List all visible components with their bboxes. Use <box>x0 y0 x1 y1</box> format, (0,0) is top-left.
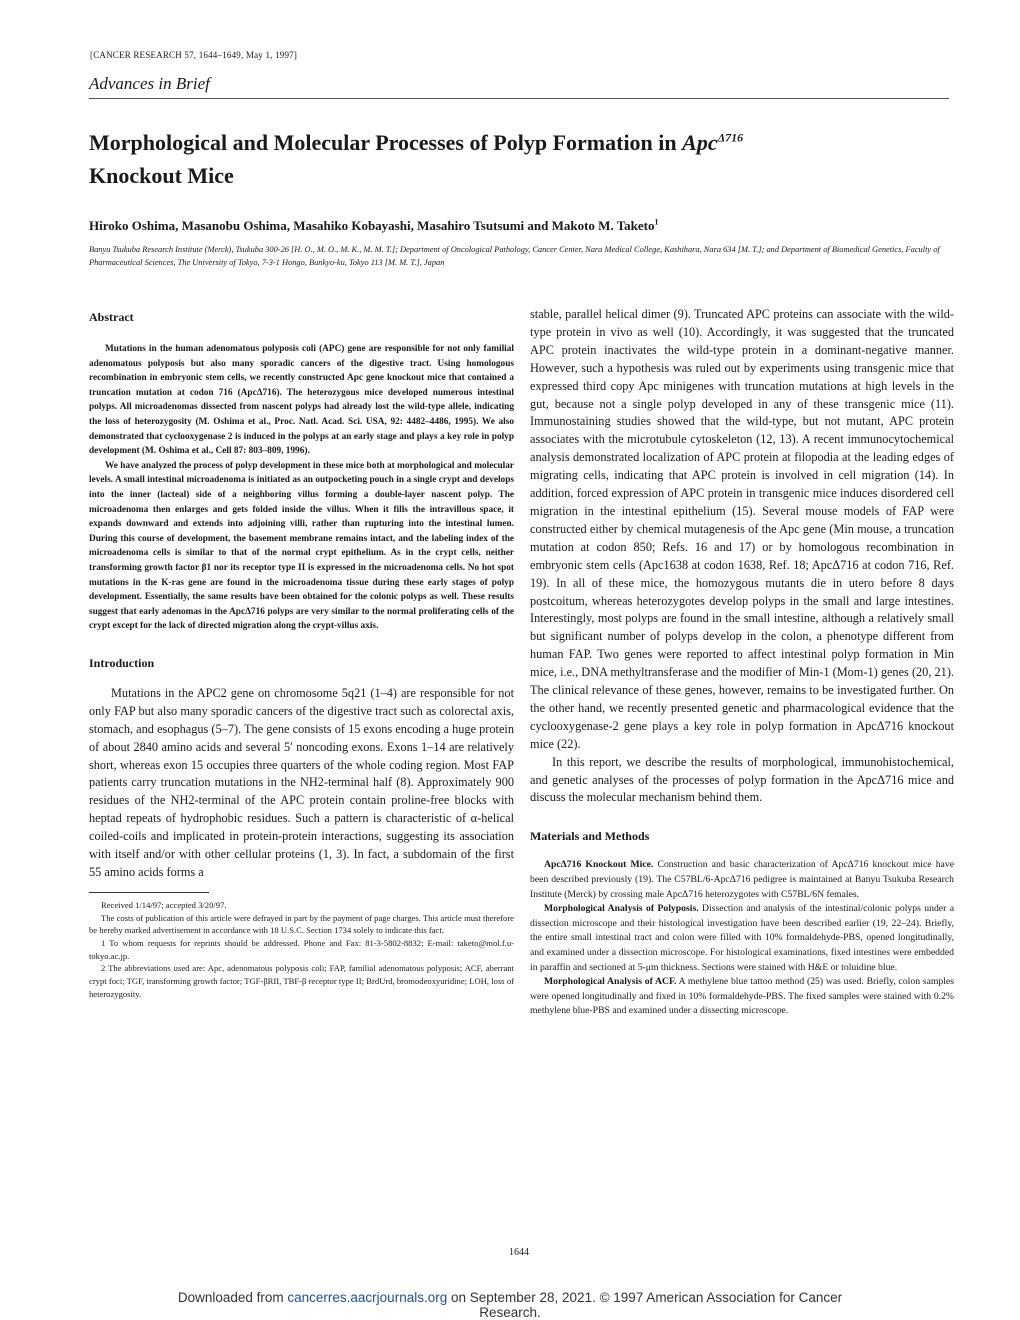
methods-p1-title: ApcΔ716 Knockout Mice. <box>544 859 654 871</box>
footnotes <box>89 899 514 1001</box>
methods-p3-text: A methylene blue tattoo method (25) was used. Briefly, colon samples were opened longitudinally and fixed in 10% formaldehyde-PBS. The fixed samples were stained with 0.2% methylene blue-PBS and examined under a dissecting microscope. <box>530 976 955 1017</box>
title-superscript: Δ716 <box>717 130 744 145</box>
intro-report-paragraph: In this report, we describe the results of morphological, immunohistochemical, and genetic analyses of the processes of polyp formation in the ApcΔ716 mice and discuss the molecular mechanism behind them. <box>530 754 954 805</box>
download-notice <box>0 1290 1020 1320</box>
methods-p1-text: Construction and basic characterization of ApcΔ716 knockout mice have been described previously (19). The C57BL/6-ApcΔ716 pedigree is maintained at Banyu Tsukuba Research Institute (Merck) by crossing male ApcΔ716 heterozygotes with C57BL/6N females. <box>530 859 954 900</box>
journal-link[interactable]: cancerres.aacrjournals.org <box>287 1290 448 1305</box>
authors-footnote-mark: 1 <box>654 217 659 227</box>
methods-p2-title: Morphological Analysis of Polyposis. <box>544 903 699 915</box>
introduction-paragraph-1: Mutations in the APC2 gene on chromosome 5q21 (1–4) are responsible for not only FAP but also many sporadic cancers of the digestive tract such as colorectal axis, stomach, and esophagus (5–7). The gene consists of 15 exons encoding a huge protein of about 2840 amino acids and several 5′ noncoding exons. Exons 1–14 are relatively short, whereas exon 15 occupies three quarters of the whole coding region. Most FAP patients carry truncation mutations in the NH2-terminal half (8). Approximately 900 residues of the NH2-terminal of the APC protein contain proline-free blocks with heptad repeats of hydrophobic residues. Such a pattern is characteristic of α-helical coiled-coils and implicated in protein-protein interactions, suggesting its association with itself and/or with other cellular proteins (1, 3). In fact, a subdomain of the first 55 amino acids forms a <box>89 685 514 879</box>
methods-paragraph-1 <box>530 858 954 902</box>
section-label: Advances in Brief <box>89 74 210 93</box>
footnote-costs: The costs of publication of this article were defrayed in part by the payment of page charges. This article must therefore be hereby marked advertisement in accordance with 18 U.S.C. Section 1734 solely to indicate this fact. <box>89 912 514 936</box>
abstract-paragraph-1: Mutations in the human adenomatous polyposis coli (APC) gene are responsible for not only familial adenomatous polyposis but also many sporadic cancers of the digestive tract. Using homologous recombination in embryonic stem cells, we recently constructed Apc gene knockout mice that contained a truncation mutation at codon 716 (ApcΔ716). The heterozygous mice developed numerous intestinal polyps. All microadenomas dissected from nascent polyps had already lost the wild-type allele, indicating the loss of heterozygosity (M. Oshima et al., Proc. Natl. Acad. Sci. USA, 92: 4482–4486, 1995). We also demonstrated that cyclooxygenase 2 is induced in the polyps at an early stage and plays a key role in polyp development (M. Oshima et al., Cell 87: 803–809, 1996). <box>89 344 514 457</box>
title-line2: Knockout Mice <box>89 163 234 188</box>
journal-citation: [CANCER RESEARCH 57, 1644–1649, May 1, 1997] <box>90 50 298 60</box>
article-title <box>89 126 909 192</box>
footnote-received: Received 1/14/97; accepted 3/20/97. <box>101 899 227 910</box>
methods-paragraph-2 <box>530 902 954 975</box>
footnote-1: 1 To whom requests for reprints should be addressed. Phone and Fax: 81-3-5802-8832; E-mail: taketo@mol.f.u-tokyo.ac.jp. <box>89 937 514 961</box>
author-list <box>89 218 659 234</box>
methods-p3-title: Morphological Analysis of ACF. <box>544 976 677 988</box>
left-column <box>89 310 514 1000</box>
methods-p2-text: Dissection and analysis of the intestinal/colonic polyps under a dissection microscope and their histological investigation have been described earlier (19, 22–24). Briefly, the entire small intestinal tract and colon were filled with 10% formaldehyde-PBS, opened longitudinally, and examined under a dissection microscope. For histological examinations, fixed intestines were embedded in paraffin and sectioned at 5-μm thickness. Sections were stained with H&E or toluidine blue. <box>530 903 954 973</box>
page-number: 1644 <box>509 1247 529 1258</box>
abstract-heading: Abstract <box>89 310 134 324</box>
affiliation: Banyu Tsukuba Research Institute (Merck), Tsukuba 300-26 [H. O., M. O., M. K., M. M. T.]; Department of Oncological Pathology, Cancer Center, Nara Medical College, Kashihara, Nara 634 [M. T.]; and Department of Biomedical Genetics, Faculty of Pharmaceutical Sciences, The University of Tokyo, 7-3-1 Hongo, Bunkyo-ku, Tokyo 113 [M. M. T.], Japan <box>89 245 940 267</box>
title-apc: Apc <box>682 130 718 155</box>
download-suffix: on September 28, 2021. © 1997 American Association for Cancer <box>447 1290 843 1305</box>
methods-heading: Materials and Methods <box>530 829 650 844</box>
right-column <box>530 306 954 1019</box>
methods-paragraph-3 <box>530 975 954 1019</box>
title-line1: Morphological and Molecular Processes of Polyp Formation in <box>89 130 683 155</box>
footnote-2: 2 The abbreviations used are: Apc, adenomatous polyposis coli; FAP, familial adenomatous polyposis; ACF, aberrant crypt foci; TGF, transforming growth factor; TGF-βRII, TBF-β receptor type II; BrdUrd, bromodeoxyuridine; LOH, loss of heterozygosity. <box>89 963 514 999</box>
download-line2: Research. <box>479 1305 541 1320</box>
download-prefix: Downloaded from <box>177 1290 288 1305</box>
intro-continued-paragraph: stable, parallel helical dimer (9). Truncated APC proteins can associate with the wild-type protein in vivo as well (10). Accordingly, it was suggested that the truncated APC protein inactivates the wild-type protein in a dominant-negative manner. However, such a hypothesis was ruled out by experiments using transgenic mice that expressed third copy Apc minigenes with truncation mutations at high levels in the gut, because not a single polyp developed in any of these transgenic mice (11). Immunostaining studies showed that the wild-type, but not mutant, APC protein associates with the microtubule cytoskeleton (12, 13). A recent immunocytochemical analysis demonstrated localization of APC protein at filopodia at the leading edges of migrating cells, indicating that APC protein is involved in cell migration (14). In addition, forced expression of APC protein in transgenic mice induces disordered cell migration in the intestinal epithelium (15). Several mouse models of FAP were constructed either by chemical mutagenesis of the Apc gene (Min mouse, a truncation mutation at codon 850; Refs. 16 and 17) or by homologous recombination in embryonic stem cells (Apc1638 at codon 1638, Ref. 18; ApcΔ716 at codon 716, Ref. 19). In all of these mice, the homozygous mutants die in utero before 8 days postcoitum, whereas heterozygotes develop polyps in the small and large intestines. Interestingly, most polyps are found in the small intestine, although a relatively small but significant number of polyps develop in the colon, a phenotype different from human FAP. Two genes were reported to affect intestinal polyp formation in Min mice, i.e., DNA methyltransferase and the modifier of Min-1 (Mom-1) genes (20, 21). The clinical relevance of these genes, however, remains to be investigated further. On the other hand, we recently presented genetic and pharmacological evidence that the cyclooxygenase-2 gene plays a key role in polyp formation in ApcΔ716 knockout mice (22). <box>530 307 954 751</box>
header-rule <box>89 98 949 99</box>
authors-text: Hiroko Oshima, Masanobu Oshima, Masahiko Kobayashi, Masahiro Tsutsumi and Makoto M. Taketo <box>89 218 655 233</box>
introduction-heading: Introduction <box>89 655 155 670</box>
abstract-paragraph-2: We have analyzed the process of polyp development in these mice both at morphological and molecular levels. A small intestinal microadenoma is initiated as an outpocketing pouch in a single crypt and develops into the inner (lacteal) side of a neighboring villus forming a double-layer nascent polyp. The microadenoma then enlarges and gets folded inside the villus. When it fills the intravillous space, it expands downward and extends into adjoining villi, rather than rupturing into the intestinal lumen. During this course of development, the basement membrane remains intact, and the labeling index of the microadenoma cells is similar to that of the normal crypt epithelium. As in the crypt cells, neither transforming growth factor β1 nor its receptor type II is expressed in the microadenoma cells. No hot spot mutations in the K-ras gene are found in the microadenoma tissue during these early stages of polyp development. Essentially, the same results have been obtained for the colonic polyps as well. These results suggest that early adenomas in the ApcΔ716 polyps are very similar to the normal proliferating cells of the crypt except for the lack of directed migration along the crypt-villus axis. <box>89 460 514 632</box>
footnote-rule <box>89 892 209 893</box>
